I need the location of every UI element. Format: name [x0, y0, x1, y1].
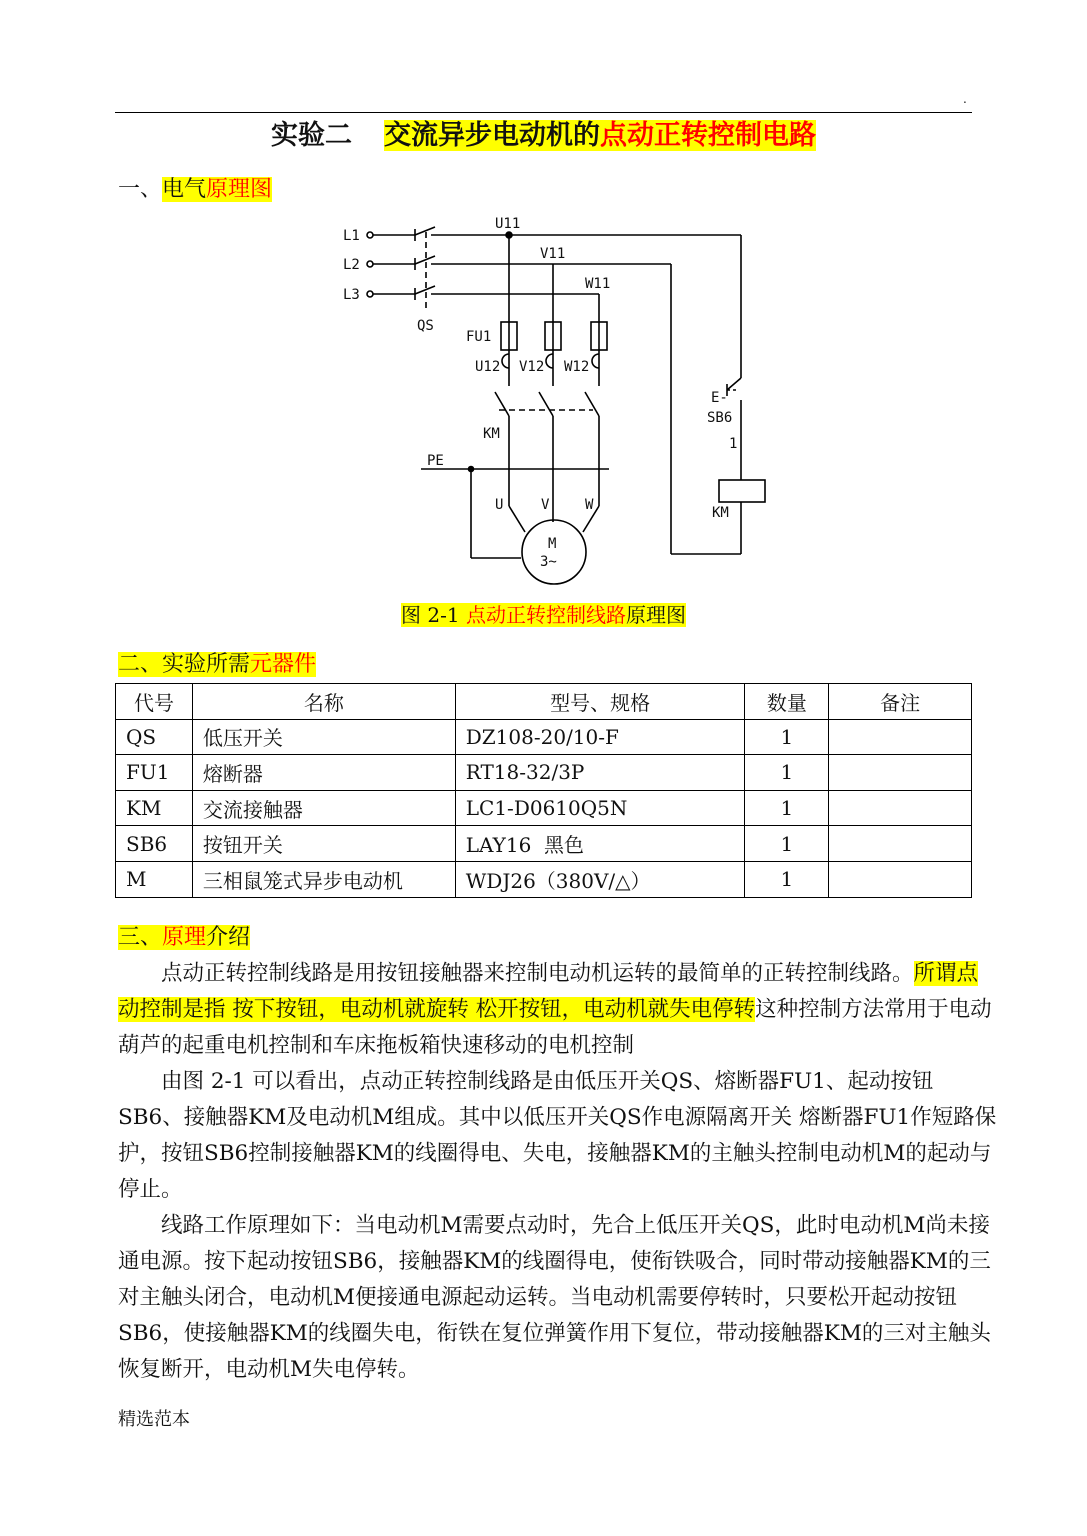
table-cell-note: [829, 826, 972, 862]
motor-symbol: [522, 520, 586, 584]
label-v11: V11: [540, 246, 566, 262]
label-motor-m: M: [548, 536, 557, 552]
section3-red-text: 原理: [162, 925, 207, 950]
section-heading-2: [118, 650, 316, 680]
header-mark: .: [963, 92, 967, 106]
label-l1: L1: [343, 228, 360, 244]
title-part1: 实验二: [271, 120, 352, 151]
table-cell-qty: 1: [745, 861, 829, 897]
table-row: [116, 719, 972, 755]
km-main-contact-v: [539, 392, 553, 416]
km-main-contact-u: [495, 392, 509, 416]
table-header-cell: 数量: [745, 684, 829, 720]
label-km-main: KM: [483, 426, 500, 442]
table-cell-note: [829, 755, 972, 791]
table-cell-note: [829, 861, 972, 897]
paragraph-1: [118, 956, 998, 1064]
terminal-u12: [502, 354, 509, 368]
page-title: [0, 118, 1087, 154]
section1-red-text: 原理图: [206, 177, 273, 202]
qs-contact-2: [415, 256, 435, 264]
section1-number: 一、: [118, 177, 163, 202]
section3-highlight: [118, 925, 250, 950]
title-highlight: [384, 120, 816, 151]
label-l3: L3: [343, 287, 360, 303]
table-cell-name: 交流接触器: [192, 790, 455, 826]
label-fu1: FU1: [466, 329, 492, 345]
km-coil: [719, 480, 765, 502]
table-cell-code: M: [116, 861, 193, 897]
table-cell-model: LC1-D0610Q5N: [455, 790, 745, 826]
section-heading-1: [118, 175, 272, 205]
label-qs: QS: [417, 318, 434, 334]
table-row: [116, 790, 972, 826]
label-one: 1: [729, 436, 738, 452]
circuit-diagram: [335, 210, 775, 590]
table-cell-note: [829, 790, 972, 826]
qs-contact-3: [415, 286, 435, 294]
label-w: W: [585, 497, 594, 513]
label-pe: PE: [427, 453, 444, 469]
table-cell-qty: 1: [745, 755, 829, 791]
figure-caption: [0, 600, 1087, 630]
table-row: [116, 826, 972, 862]
table-cell-note: [829, 719, 972, 755]
label-sb6: SB6: [707, 410, 733, 426]
table-cell-code: KM: [116, 790, 193, 826]
table-cell-model: RT18-32/3P: [455, 755, 745, 791]
label-w12: W12: [564, 359, 590, 375]
body-text: [118, 956, 998, 1388]
section3-text: 介绍: [206, 925, 251, 950]
paragraph-2: 由图 2-1 可以看出，点动正转控制线路是由低压开关QS、熔断器FU1、起动按钮SB6、接触器KM及电动机M组成。其中以低压开关QS作电源隔离开关 熔断器FU1作短路保护，按钮SB6控制接触器KM的线圈得电、失电，接触器KM的主触头控制电动机M的起动与停止。: [118, 1069, 997, 1202]
table-cell-model: DZ108-20/10-F: [455, 719, 745, 755]
sb6-contact: [727, 378, 741, 390]
table-cell-code: FU1: [116, 755, 193, 791]
caption-highlight: [401, 603, 686, 627]
caption-red-text: 点动正转控制线路: [465, 603, 626, 627]
table-cell-name: 低压开关: [192, 719, 455, 755]
table-cell-name: 三相鼠笼式异步电动机: [192, 861, 455, 897]
label-km-coil: KM: [712, 505, 729, 521]
label-motor-3ph: 3~: [540, 554, 557, 570]
label-l2: L2: [343, 257, 360, 273]
label-w11: W11: [585, 276, 611, 292]
components-table: [115, 683, 972, 898]
header-rule: [115, 112, 972, 113]
table-header-cell: 名称: [192, 684, 455, 720]
section2-highlight: [118, 652, 316, 677]
label-v: V: [541, 497, 550, 513]
km-main-contact-w: [585, 392, 599, 416]
paragraph-1-text: 点动正转控制线路是用按钮接触器来控制电动机运转的最简单的正转控制线路。: [161, 961, 914, 986]
table-header-cell: 代号: [116, 684, 193, 720]
qs-contact-1: [415, 227, 435, 235]
terminal-w12: [592, 354, 599, 368]
table-header-cell: 备注: [829, 684, 972, 720]
caption-number: 图 2-1: [401, 603, 466, 627]
table-cell-qty: 1: [745, 826, 829, 862]
terminal-l2: [367, 261, 373, 267]
section-heading-3: [118, 923, 250, 953]
caption-text: 原理图: [625, 603, 686, 627]
table-cell-name: 按钮开关: [192, 826, 455, 862]
footer-text: 精选范本: [118, 1409, 190, 1430]
section1-text: 电气: [162, 177, 207, 202]
section2-text: 二、实验所需: [118, 652, 251, 677]
paragraph-1-tail: 这种控制方法常用于电动葫芦的起重电机控制和车床拖板箱快速移动的电机控制: [118, 997, 992, 1058]
junction-u11: [506, 232, 512, 238]
title-part2: 交流异步电动机的: [384, 120, 600, 151]
table-cell-model: LAY16 黑色: [455, 826, 745, 862]
table-cell-model: WDJ26（380V/△）: [455, 861, 745, 897]
paragraph-1-highlight: 所谓点动控制是指 按下按钮，电动机就旋转 松开按钮，电动机就失电停转: [118, 961, 979, 1022]
label-e: E-: [711, 390, 728, 406]
table-header-row: [116, 684, 972, 720]
terminal-l3: [367, 291, 373, 297]
terminal-l1: [367, 232, 373, 238]
table-cell-qty: 1: [745, 719, 829, 755]
table-cell-code: SB6: [116, 826, 193, 862]
table-row: [116, 861, 972, 897]
label-u11: U11: [495, 216, 521, 232]
table-header-cell: 型号、规格: [455, 684, 745, 720]
label-u12: U12: [475, 359, 501, 375]
label-v12: V12: [519, 359, 545, 375]
label-u: U: [495, 497, 504, 513]
title-part3: 点动正转控制电路: [600, 120, 816, 151]
paragraph-3: 线路工作原理如下：当电动机M需要点动时，先合上低压开关QS，此时电动机M尚未接通电源。按下起动按钮SB6，接触器KM的线圈得电，使衔铁吸合，同时带动接触器KM的三对主触头闭合，电动机M便接通电源起动运转。当电动机需要停转时，只要松开起动按钮SB6，使接触器KM的线圈失电，衔铁在复位弹簧作用下复位，带动接触器KM的三对主触头恢复断开，电动机M失电停转。: [118, 1213, 991, 1382]
terminal-v12: [546, 354, 553, 368]
table-cell-name: 熔断器: [192, 755, 455, 791]
table-row: [116, 755, 972, 791]
table-cell-qty: 1: [745, 790, 829, 826]
section1-highlight: [162, 177, 272, 202]
section2-red-text: 元器件: [250, 652, 317, 677]
table-cell-code: QS: [116, 719, 193, 755]
section3-number: 三、: [118, 925, 163, 950]
